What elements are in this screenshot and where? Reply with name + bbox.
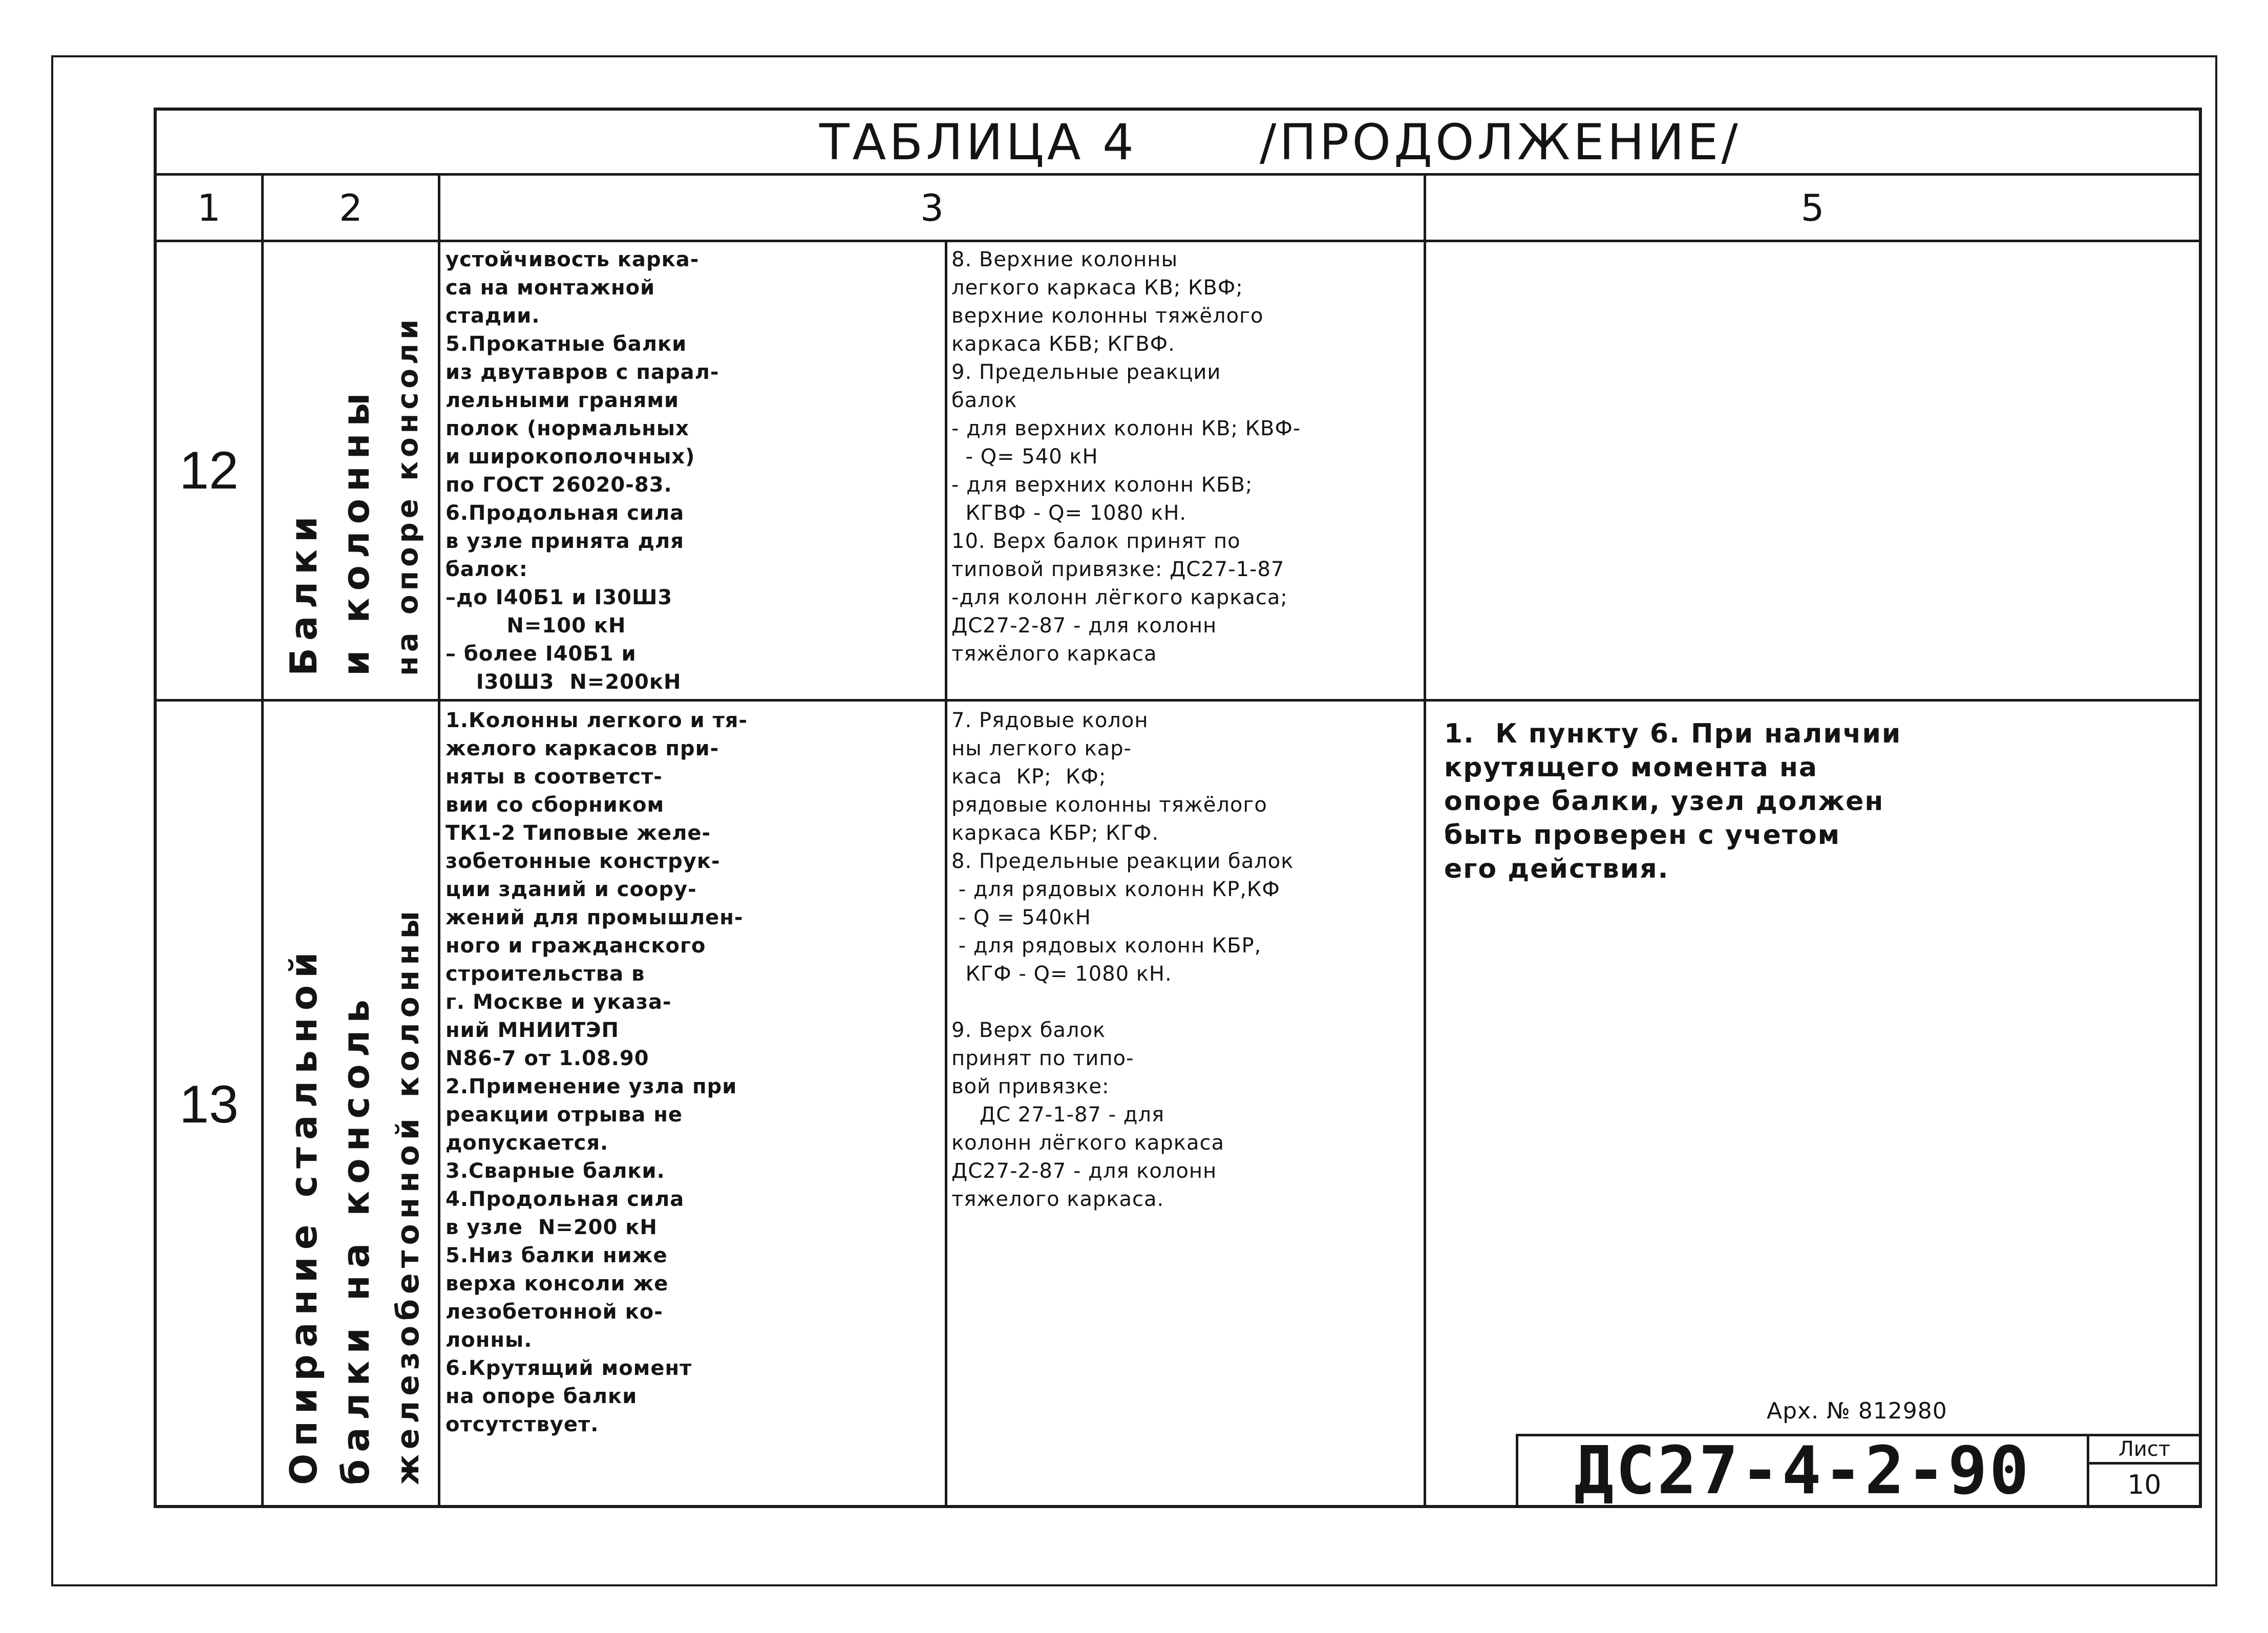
row-divider [154, 699, 2202, 702]
document-code: ДС27-4-2-90 [1574, 1433, 2031, 1509]
col3-split [945, 240, 947, 1508]
row-12-name [282, 287, 425, 676]
col-header-1: 1 [197, 186, 221, 229]
col-header-3: 3 [920, 186, 944, 229]
row-number-12: 12 [179, 440, 239, 500]
col-divider-1-2 [261, 173, 264, 1508]
title-divider [154, 173, 2202, 176]
row-13-name [282, 717, 426, 1485]
row-12-notes-right: 8. Верхние колонны легкого каркаса КВ; КВФ; верхние колонны тяжёлого каркаса КБВ; КГВФ. 9. Предельные реакции балок - для верхних колонн КВ; КВФ- - Q= 540 кН - для верхних колонн КБВ; КГВФ - Q= 1080 кН. 10. Верх балок принят по типовой привязке: ДС27-1-87 -для колонн лёгкого каркаса; ДС27-2-87 - для колонн тяжёлого каркаса [951, 248, 1301, 666]
row-13-name-line3: железобетонной колонны [390, 905, 426, 1485]
col-header-2: 2 [339, 186, 363, 229]
archive-number: Арх. № 812980 [1767, 1398, 1947, 1424]
row-13-notes-right: 7. Рядовые колон ны легкого кар- каса КР; КФ; рядовые колонны тяжёлого каркаса КБР; КГФ. 8. Предельные реакции балок - для рядовых колонн КР,КФ - Q = 540кН - для рядовых колонн КБР, КГФ - Q= 1080 кН. 9. Верх балок принят по типо- вой привязке: ДС 27-1-87 - для колонн лёгкого каркаса ДС27-2-87 - для колонн тяжелого каркаса. [951, 709, 1294, 1211]
row-12-name-line3: на опоре консоли [391, 315, 425, 676]
table-title-continuation: /ПРОДОЛЖЕНИЕ/ [1259, 114, 1741, 171]
row-12-name-line2: и колонны [334, 386, 377, 676]
col-divider-3-5 [1424, 173, 1426, 1508]
col-divider-2-3 [438, 173, 440, 1508]
row-12-name-line1: Балки [282, 509, 325, 676]
row-12-remarks [1444, 246, 2187, 696]
sheet-label: Лист [2118, 1437, 2171, 1461]
row-13-notes-left: 1.Колонны легкого и тя- желого каркасов при- няты в соответст- вии со сборником ТК1-2 Типовые желе- зобетонные конструк- ции зданий и соору- жений для промышлен- ного и гражданского строительства в г. Москве и указа- ний МНИИТЭП N86-7 от 1.08.90 2.Применение узла при реакции отрыва не допускается. 3.Сварные балки. 4.Продольная сила в узле N=200 кН 5.Низ балки ниже верха консоли же лезобетонной ко- лонны. 6.Крутящий момент на опоре балки отсутствует. [446, 709, 748, 1436]
row-12-notes-left: устойчивость карка- са на монтажной стадии. 5.Прокатные балки из двутавров с парал- лельными гранями полок (нормальных и широкополочных) по ГОСТ 26020-83. 6.Продольная сила в узле принята для балок: –до I40Б1 и I30Ш3 N=100 кН – более I40Б1 и I30Ш3 N=200кН [446, 248, 719, 694]
table-title [819, 112, 1843, 173]
row-13-name-line2: балки на консоль [334, 992, 377, 1485]
row-number-13: 13 [179, 1075, 239, 1134]
row-13-remarks: 1. К пункту 6. При наличии крутящего момента на опоре балки, узел должен быть проверен с учетом его действия. [1444, 718, 1902, 884]
table-title-main: ТАБЛИЦА 4 [819, 114, 1137, 171]
col-header-5: 5 [1800, 186, 1825, 229]
row-13-name-line1: Опирание стальной [282, 945, 325, 1485]
sheet-number: 10 [2127, 1470, 2161, 1500]
header-divider [154, 240, 2202, 242]
